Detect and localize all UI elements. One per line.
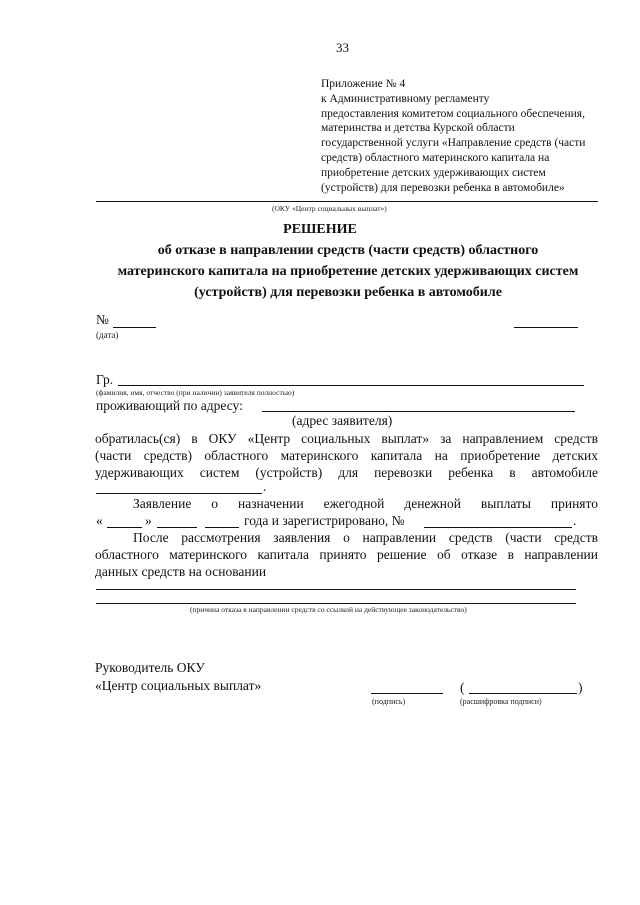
org-underline: [96, 201, 598, 202]
date-field[interactable]: [514, 327, 578, 328]
decode-caption: (расшифровка подписи): [460, 697, 542, 706]
subtitle-line: материнского капитала на приобретение детских удерживающих систем: [117, 264, 579, 279]
document-subtitle: [88, 240, 608, 303]
appendix-line: (устройств) для перевозки ребенка в автомобиле»: [321, 181, 565, 194]
body-line: удерживающих систем (устройств) для перевозки ребенка в автомобиле: [95, 465, 598, 480]
signature-caption: (подпись): [372, 697, 406, 706]
subtitle-line: (устройств) для перевозки ребенка в автомобиле: [194, 285, 502, 300]
open-quote: «: [96, 513, 103, 528]
after-line: областного материнского капитала принято решение об отказе в направлении: [95, 547, 598, 562]
appendix-line: материнства и детства Курской области: [321, 122, 515, 135]
close-quote: »: [145, 513, 152, 528]
appendix-line: к Административному регламенту: [321, 92, 490, 105]
body-line: обратилась(ся) в ОКУ «Центр социальных выплат» за направлением средств: [95, 431, 598, 446]
citizen-name-field[interactable]: [118, 385, 584, 386]
body-blank-field[interactable]: [96, 493, 262, 494]
open-paren: (: [460, 680, 465, 695]
org-caption: (ОКУ «Центр социальных выплат»): [272, 204, 387, 213]
close-paren: ): [578, 680, 583, 695]
appendix-line: предоставления комитетом социального обеспечения,: [321, 107, 585, 120]
registered-text: года и зарегистрировано, №: [244, 513, 405, 528]
reason-field-2[interactable]: [96, 603, 576, 604]
citizen-label: Гр.: [96, 372, 114, 387]
page-number: 33: [336, 40, 349, 55]
signature-field[interactable]: [371, 693, 443, 694]
appendix-line: государственной услуги «Направление средств (части: [321, 137, 586, 150]
document-title: РЕШЕНИЕ: [283, 222, 357, 237]
month-field[interactable]: [157, 527, 197, 528]
residing-label: проживающий по адресу:: [96, 398, 243, 413]
address-caption: (адрес заявителя): [292, 413, 393, 428]
address-field[interactable]: [262, 411, 575, 412]
day-field[interactable]: [107, 527, 142, 528]
registration-number-field[interactable]: [424, 527, 572, 528]
head-title-line: «Центр социальных выплат»: [95, 678, 262, 693]
appendix-block: [321, 77, 585, 195]
reason-caption: (причина отказа в направлении средств со ссылкой на действующее законодательство): [190, 605, 467, 614]
after-line: После рассмотрения заявления о направлении средств (части средств: [133, 530, 598, 545]
appendix-line: средств) областного материнского капитала на: [321, 151, 550, 164]
head-title-line: Руководитель ОКУ: [95, 660, 205, 675]
after-line: данных средств на основании: [95, 564, 267, 579]
body-line: (части средств) областного материнского капитала на приобретение детских: [95, 448, 598, 463]
number-field[interactable]: [113, 327, 156, 328]
registered-end: .: [573, 513, 577, 528]
appendix-line: Приложение № 4: [321, 78, 406, 90]
application-line: Заявление о назначении ежегодной денежной выплаты принято: [133, 496, 598, 511]
number-label: №: [96, 312, 109, 327]
subtitle-line: об отказе в направлении средств (части средств) областного: [157, 243, 539, 258]
date-caption: (дата): [96, 330, 119, 340]
appendix-line: приобретение детских удерживающих систем: [321, 166, 546, 179]
body-line-end: .: [263, 479, 267, 494]
signature-decode-field[interactable]: [469, 693, 577, 694]
name-caption: (фамилия, имя, отчество (при наличии) заявителя полностью): [96, 388, 295, 397]
year-field[interactable]: [205, 527, 239, 528]
reason-field-1[interactable]: [96, 589, 576, 590]
